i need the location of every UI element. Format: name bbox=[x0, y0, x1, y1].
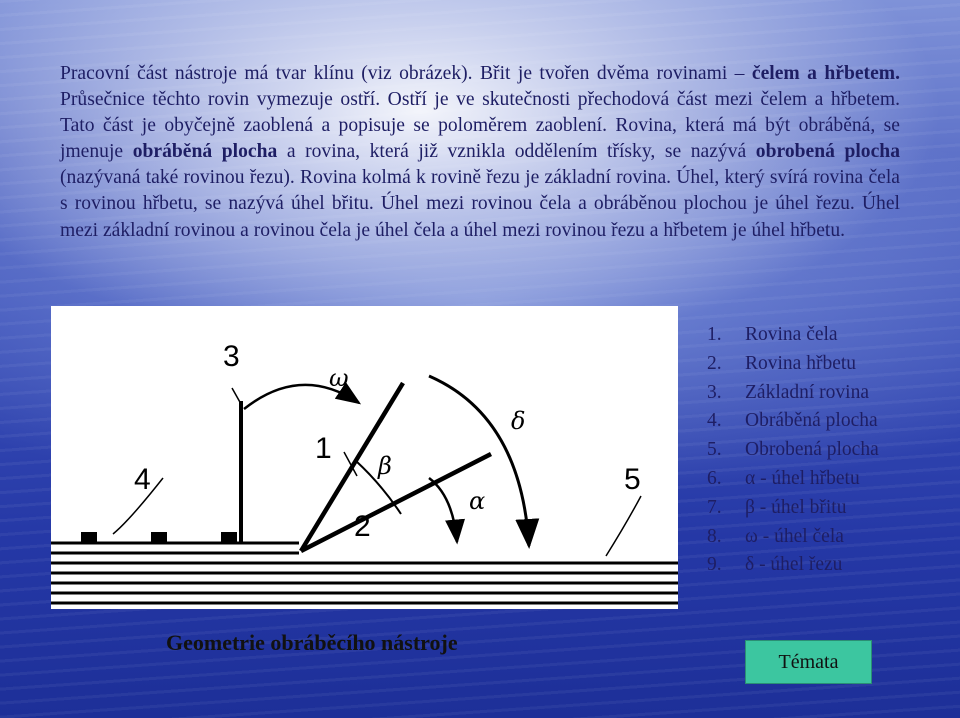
label-alpha: α bbox=[469, 487, 486, 515]
legend-text: δ - úhel řezu bbox=[745, 554, 843, 576]
legend-number: 2. bbox=[707, 352, 722, 374]
legend-number: 5. bbox=[707, 439, 722, 461]
label-3: 3 bbox=[223, 340, 240, 373]
tool-geometry-diagram bbox=[51, 306, 678, 609]
paragraph-bold-term: obráběná plocha bbox=[132, 141, 278, 163]
legend-item bbox=[707, 436, 879, 465]
workpiece-ridges bbox=[81, 532, 237, 543]
legend-number: 1. bbox=[707, 324, 722, 345]
paragraph-text: Pracovní část nástroje má tvar klínu (viz obrázek). Břit je tvořen dvěma rovinami – bbox=[60, 63, 752, 84]
tool-geometry-figure bbox=[51, 306, 678, 609]
legend-item bbox=[707, 523, 879, 552]
leader-line-3 bbox=[232, 388, 241, 404]
legend-text: ω - úhel čela bbox=[745, 525, 844, 547]
legend-item bbox=[707, 350, 879, 379]
legend-number: 6. bbox=[707, 467, 722, 489]
label-5: 5 bbox=[624, 463, 641, 496]
legend-item bbox=[707, 465, 879, 494]
legend-item bbox=[707, 407, 879, 436]
legend-item bbox=[707, 551, 879, 580]
leader-line-5 bbox=[606, 496, 641, 556]
paragraph-text: Průsečnice těchto rovin vymezuje ostří. Ostří je ve skutečnosti přechodová část mezi čelem a hřbetem. Tato část je obyčejně zaoblená a popisuje se poloměrem zaoblení. Rovina, která má být obráběná, se jmenuje bbox=[60, 89, 900, 163]
paragraph-bold-term: čelem a hřbetem. bbox=[751, 63, 900, 84]
alpha-arc bbox=[429, 478, 457, 542]
legend-text: Rovina čela bbox=[745, 324, 838, 345]
label-1: 1 bbox=[315, 432, 332, 465]
label-4: 4 bbox=[134, 463, 151, 496]
figure-caption: Geometrie obráběcího nástroje bbox=[166, 630, 458, 655]
paragraph-bold-term: obrobená plocha bbox=[755, 141, 900, 163]
legend-text: β - úhel břitu bbox=[745, 496, 847, 518]
label-delta: δ bbox=[511, 407, 526, 435]
legend-text: Obráběná plocha bbox=[745, 410, 878, 432]
label-beta: β bbox=[378, 452, 392, 480]
workpiece-layers bbox=[51, 543, 678, 603]
label-omega: ω bbox=[329, 364, 349, 392]
description-paragraph bbox=[60, 61, 900, 244]
legend-text: Obrobená plocha bbox=[745, 439, 879, 461]
legend-text: Rovina hřbetu bbox=[745, 352, 857, 374]
legend-number: 7. bbox=[707, 496, 722, 518]
legend-item bbox=[707, 494, 879, 523]
paragraph-text: a rovina, která již vznikla oddělením třísky, se nazývá bbox=[277, 141, 756, 163]
legend-item bbox=[707, 321, 879, 350]
legend-number: 8. bbox=[707, 525, 722, 547]
paragraph-text: (nazývaná také rovinou řezu). Rovina kolmá k rovině řezu je základní rovina. Úhel, který svírá rovina čela s rovinou hřbetu, se nazývá úhel břitu. Úhel mezi rovinou čela a obráběnou plochou je úhel řezu. Úhel mezi základní rovinou a rovinou čela je úhel čela a úhel mezi rovinou řezu a hřbetem je úhel hřbetu. bbox=[60, 167, 900, 241]
label-2: 2 bbox=[354, 510, 371, 543]
legend-number: 9. bbox=[707, 554, 722, 576]
topics-button[interactable]: Témata bbox=[745, 640, 872, 684]
legend-number: 4. bbox=[707, 410, 722, 432]
legend-number: 3. bbox=[707, 381, 722, 403]
legend-text: Základní rovina bbox=[745, 381, 869, 403]
legend-list bbox=[707, 321, 879, 580]
legend-text: α - úhel hřbetu bbox=[745, 467, 860, 489]
legend-item bbox=[707, 379, 879, 408]
